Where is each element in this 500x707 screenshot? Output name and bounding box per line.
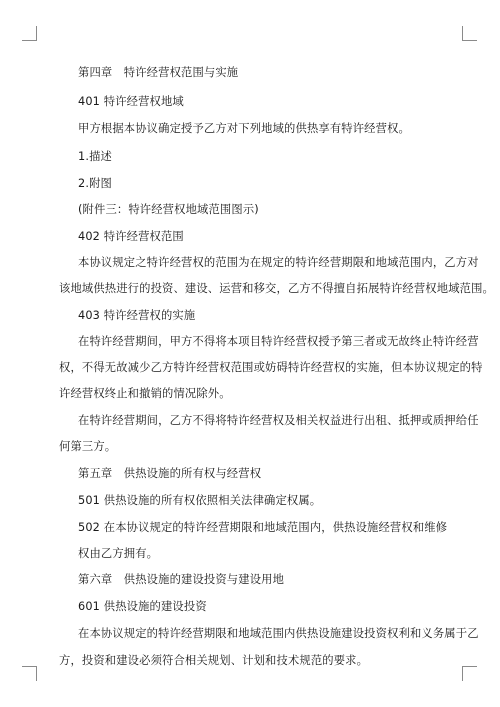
paragraph-line: 甲方根据本协议确定授予乙方对下列地域的供热享有特许经营权。 [78, 122, 410, 135]
paragraph-line: 权，不得无故减少乙方特许经营权范围或妨碍特许经营权的实施，但本协议规定的特 [59, 361, 483, 374]
paragraph-line: 方，投资和建设必须符合相关规划、计划和技术规范的要求。 [59, 654, 369, 667]
section-601-heading: 601 供热设施的建设投资 [78, 600, 207, 613]
crop-mark-bottom-right [462, 666, 477, 681]
crop-mark-top-right [462, 26, 477, 41]
section-402-heading: 402 特许经营权范围 [78, 230, 184, 243]
paragraph-line: 在本协议规定的特许经营期限和地域范围内供热设施建设投资权利和义务属于乙 [78, 627, 479, 640]
list-item-attachment: 2.附图 [78, 177, 112, 190]
paragraph-line: 在特许经营期间，甲方不得将本项目特许经营权授予第三者或无故终止特许经营 [78, 335, 479, 348]
paragraph-line: 权由乙方拥有。 [78, 547, 159, 560]
paragraph-line: 许经营权终止和撤销的情况除外。 [59, 387, 231, 400]
section-403-heading: 403 特许经营权的实施 [78, 309, 196, 322]
paragraph-line: 何第三方。 [59, 440, 117, 453]
crop-mark-bottom-left [22, 666, 37, 681]
section-502-text: 502 在本协议规定的特许经营期限和地域范围内，供热设施经营权和维修 [78, 521, 448, 534]
section-401-heading: 401 特许经营权地域 [78, 95, 184, 108]
crop-mark-top-left [22, 26, 37, 41]
list-item-description: 1.描述 [78, 150, 112, 163]
chapter-6-heading: 第六章 供热设施的建设投资与建设用地 [78, 573, 285, 586]
chapter-4-heading: 第四章 特许经营权范围与实施 [78, 66, 239, 79]
paragraph-line: 该地域供热进行的投资、建设、运营和移交，乙方不得擅自拓展特许经营权地域范围。 [59, 282, 494, 295]
paragraph-line: 本协议规定之特许经营权的范围为在规定的特许经营期限和地域范围内，乙方对 [78, 256, 479, 269]
chapter-5-heading: 第五章 供热设施的所有权与经营权 [78, 467, 262, 480]
attachment-note: (附件三：特许经营权地域范围图示) [78, 203, 259, 216]
paragraph-line: 在特许经营期间，乙方不得将特许经营权及相关权益进行出租、抵押或质押给任 [78, 414, 479, 427]
section-501-text: 501 供热设施的所有权依照相关法律确定权属。 [78, 494, 322, 507]
